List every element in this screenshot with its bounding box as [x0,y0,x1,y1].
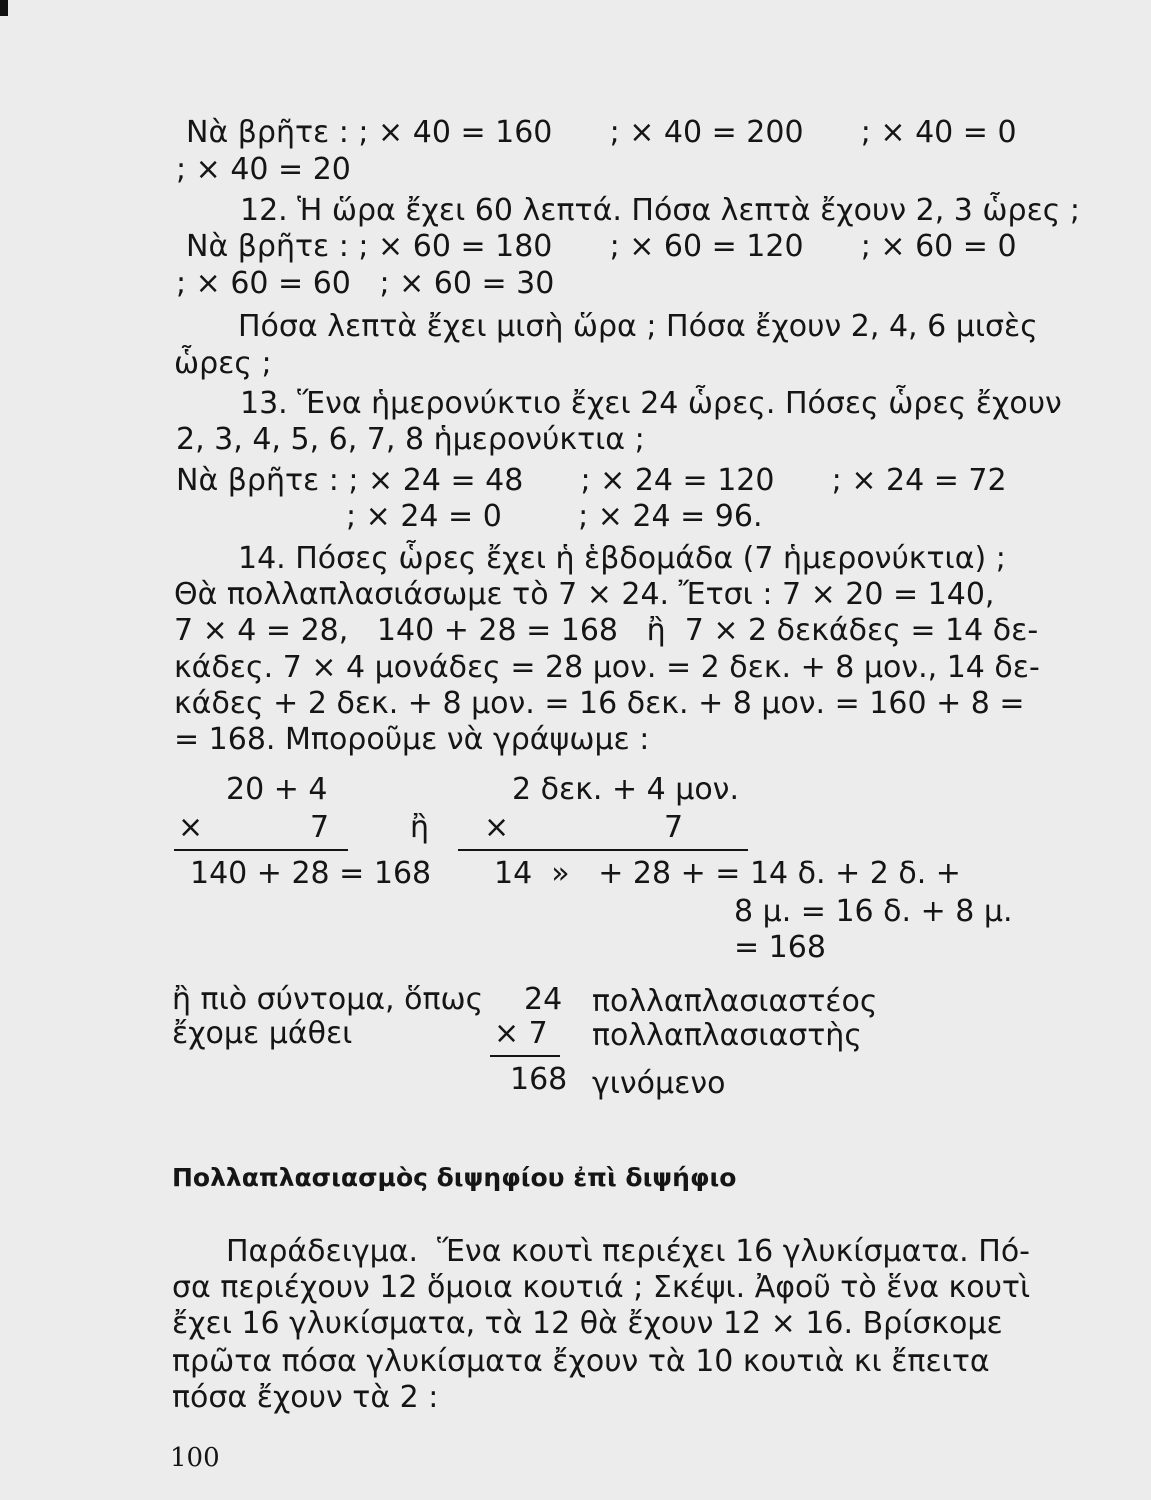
mult1-factor: 7 [310,810,330,845]
text-line: 2, 3, 4, 5, 6, 7, 8 ἡμερονύκτια ; [176,422,645,457]
text-line: Πόσα λεπτὰ ἔχει μισὴ ὥρα ; Πόσα ἔχουν 2, 4, 6 μισὲς [238,309,1038,344]
text-line: ὧρες ; [174,346,272,381]
scan-corner-mark [0,0,8,16]
mult1-top: 20 + 4 [226,772,328,807]
text-line: 7 × 4 = 28, 140 + 28 = 168 ἢ 7 × 2 δεκάδες = 14 δε- [174,613,1039,648]
shortcut-intro-1: ἢ πιὸ σύντομα, ὅπως [172,982,484,1017]
mult1-times-sign: × [178,810,204,845]
exercise-14: 14. Πόσες ὧρες ἔχει ἡ ἑβδομάδα (7 ἡμερονύκτια) ; [238,541,1006,576]
text-line: κάδες + 2 δεκ. + 8 μον. = 16 δεκ. + 8 μον. = 160 + 8 = [174,686,1025,721]
product-label: γινόμενο [592,1066,726,1101]
paragraph-line: πρῶτα πόσα γλυκίσματα ἔχουν τὰ 10 κουτιὰ κι ἔπειτα [172,1344,990,1379]
mult1-rule [174,849,348,851]
text-line: ; × 24 = 0 ; × 24 = 96. [346,499,763,534]
text-line: Θὰ πολλαπλασιάσωμε τὸ 7 × 24. Ἔτσι : 7 × 20 = 140, [174,577,995,612]
mult2-result-3: = 168 [734,930,826,965]
paragraph-line: σα περιέχουν 12 ὅμοια κουτιά ; Σκέψι. Ἀφοῦ τὸ ἕνα κουτὶ [172,1270,1031,1305]
text-line: ; × 40 = 20 [176,152,351,187]
section-title: Πολλαπλασιασμὸς διψηφίου ἐπὶ διψήφιο [172,1163,737,1192]
paragraph-line: ἔχει 16 γλυκίσματα, τὰ 12 θὰ ἔχουν 12 × 16. Βρίσκομε [172,1306,1003,1341]
exercise-12: 12. Ἡ ὥρα ἔχει 60 λεπτά. Πόσα λεπτὰ ἔχουν 2, 3 ὧρες ; [240,193,1081,228]
paragraph-line: Παράδειγμα. Ἕνα κουτὶ περιέχει 16 γλυκίσματα. Πό- [226,1234,1030,1269]
text-line: Νὰ βρῆτε : ; × 60 = 180 ; × 60 = 120 ; × 60 = 0 [186,229,1017,264]
shortcut-intro-2: ἔχομε μάθει [172,1016,353,1051]
or-word: ἢ [410,810,430,845]
mult2-result-1: 14 » + 28 + = 14 δ. + 2 δ. + [494,856,961,891]
mult2-times-sign: × [484,810,510,845]
product-rule [490,1055,560,1057]
paragraph-line: πόσα ἔχουν τὰ 2 : [172,1380,439,1415]
text-line: κάδες. 7 × 4 μονάδες = 28 μον. = 2 δεκ. + 8 μον., 14 δε- [174,650,1040,685]
mult2-top: 2 δεκ. + 4 μον. [512,772,739,807]
text-line: = 168. Μποροῦμε νὰ γράψωμε : [174,722,650,757]
mult2-factor: 7 [664,810,684,845]
product: 168 [510,1062,568,1097]
exercise-13: 13. Ἕνα ἡμερονύκτιο ἔχει 24 ὧρες. Πόσες ὧρες ἔχουν [240,386,1062,421]
mult1-result: 140 + 28 = 168 [190,856,432,891]
text-line: Νὰ βρῆτε : ; × 24 = 48 ; × 24 = 120 ; × 24 = 72 [176,463,1007,498]
page-number: 100 [170,1443,220,1473]
multiplicand-label: πολλαπλασιαστέος [592,984,878,1019]
mult2-rule [458,849,748,851]
text-line: Νὰ βρῆτε : ; × 40 = 160 ; × 40 = 200 ; × 40 = 0 [186,115,1017,150]
multiplier: × 7 [494,1016,548,1051]
multiplicand: 24 [524,982,563,1017]
text-line: ; × 60 = 60 ; × 60 = 30 [176,266,555,301]
multiplier-label: πολλαπλασιαστὴς [592,1018,862,1053]
mult2-result-2: 8 μ. = 16 δ. + 8 μ. [734,894,1013,929]
